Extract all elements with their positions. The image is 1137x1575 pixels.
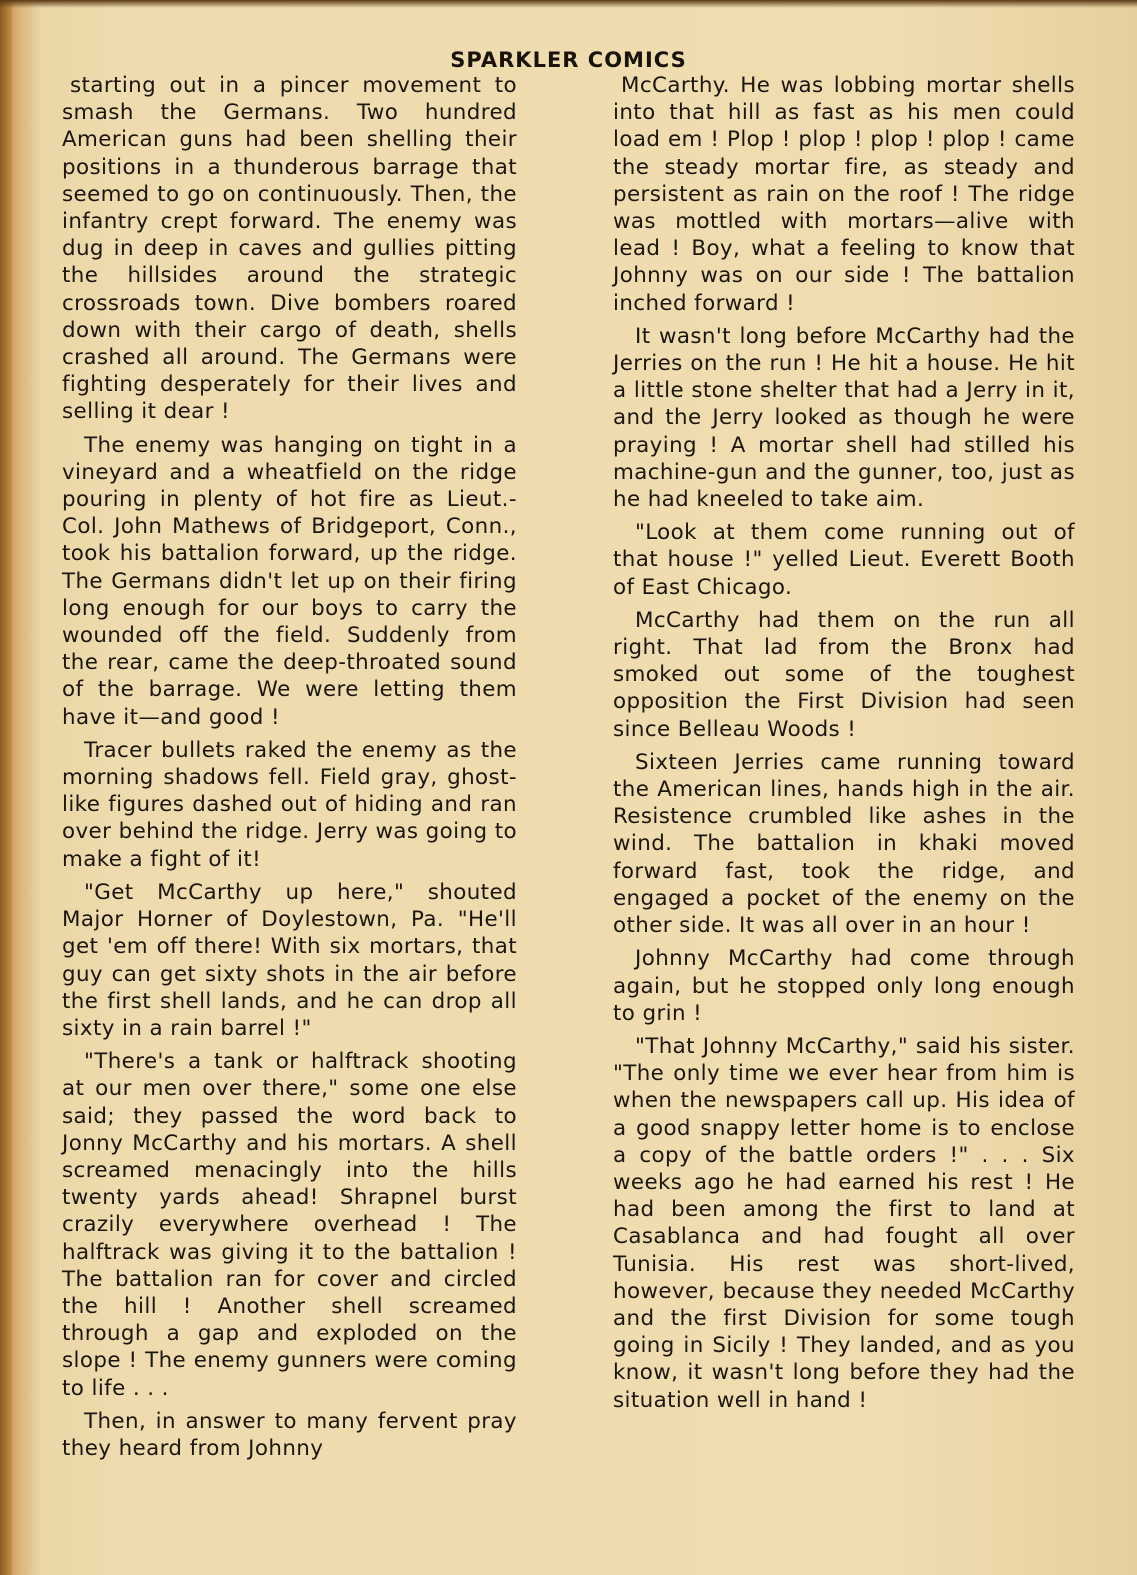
paragraph: McCarthy had them on the run all right. That lad from the Bronx had smoked out some of the toughest opposition the First Division had seen since Belleau Woods ! bbox=[613, 607, 1075, 742]
paragraph: "There's a tank or halftrack shooting at our men over there," some one else said; they passed the word back to Jonny McCarthy and his mortars. A shell screamed menacingly into the hills twenty yards ahead! Shrapnel burst crazily everywhere overhead ! The halftrack was giving it to the battalion ! The battalion ran for cover and circled the hill ! Another shell screamed through a gap and exploded on the slope ! The enemy gunners were coming to life . . . bbox=[62, 1049, 517, 1401]
right-column bbox=[613, 72, 1075, 1420]
page-header: SPARKLER COMICS bbox=[450, 48, 687, 72]
paragraph: "Get McCarthy up here," shouted Major Horner of Doylestown, Pa. "He'll get 'em off there! With six mortars, that guy can get sixty shots in the air before the first shell lands, and he can drop all sixty in a rain barrel !" bbox=[62, 879, 517, 1041]
paragraph: Then, in answer to many fervent pray they heard from Johnny bbox=[62, 1408, 517, 1461]
paragraph: "That Johnny McCarthy," said his sister. "The only time we ever hear from him is when the newspapers call up. His idea of a good snappy letter home is to enclose a copy of the battle orders !" . . . Six weeks ago he had earned his rest ! He had been among the first to land at Casablanca and had fought all over Tunisia. His rest was short-lived, however, because they needed McCarthy and the first Division for some tough going in Sicily ! They landed, and as you know, it wasn't long before they had the situation well in hand ! bbox=[613, 1033, 1075, 1413]
paragraph: Sixteen Jerries came running toward the American lines, hands high in the air. Resistence crumbled like ashes in the wind. The battalion in khaki moved forward fast, took the ridge, and engaged a pocket of the enemy on the other side. It was all over in an hour ! bbox=[613, 749, 1075, 939]
paragraph: starting out in a pincer movement to smash the Germans. Two hundred American guns had been shelling their positions in a thunderous barrage that seemed to go on continuously. Then, the infantry crept forward. The enemy was dug in deep in caves and gullies pitting the hillsides around the strategic crossroads town. Dive bombers roared down with their cargo of death, shells crashed all around. The Germans were fighting desperately for their lives and selling it dear ! bbox=[62, 73, 517, 425]
paragraph: It wasn't long before McCarthy had the Jerries on the run ! He hit a house. He hit a little stone shelter that had a Jerry in it, and the Jerry looked as though he were praying ! A mortar shell had stilled his machine-gun and the gunner, too, just as he had kneeled to take aim. bbox=[613, 323, 1075, 513]
paragraph: Tracer bullets raked the enemy as the morning shadows fell. Field gray, ghost-like figures dashed out of hiding and ran over behind the ridge. Jerry was going to make a fight of it! bbox=[62, 737, 517, 872]
left-column bbox=[62, 72, 517, 1468]
paragraph: "Look at them come running out of that house !" yelled Lieut. Everett Booth of East Chicago. bbox=[613, 520, 1075, 600]
binding-spine bbox=[0, 0, 12, 1575]
paragraph: Johnny McCarthy had come through again, but he stopped only long enough to grin ! bbox=[613, 946, 1075, 1026]
paragraph: The enemy was hanging on tight in a vineyard and a wheatfield on the ridge pouring in plenty of hot fire as Lieut.-Col. John Mathews of Bridgeport, Conn., took his battalion forward, up the ridge. The Germans didn't let up on their firing long enough for our boys to carry the wounded off the field. Suddenly from the rear, came the deep-throated sound of the barrage. We were letting them have it—and good ! bbox=[62, 432, 517, 730]
paragraph: McCarthy. He was lobbing mortar shells into that hill as fast as his men could load em ! Plop ! plop ! plop ! plop ! came the steady mortar fire, as steady and persistent as rain on the roof ! The ridge was mottled with mortars—alive with lead ! Boy, what a feeling to know that Johnny was on our side ! The battalion inched forward ! bbox=[613, 73, 1075, 316]
top-edge-shadow bbox=[0, 0, 1137, 8]
